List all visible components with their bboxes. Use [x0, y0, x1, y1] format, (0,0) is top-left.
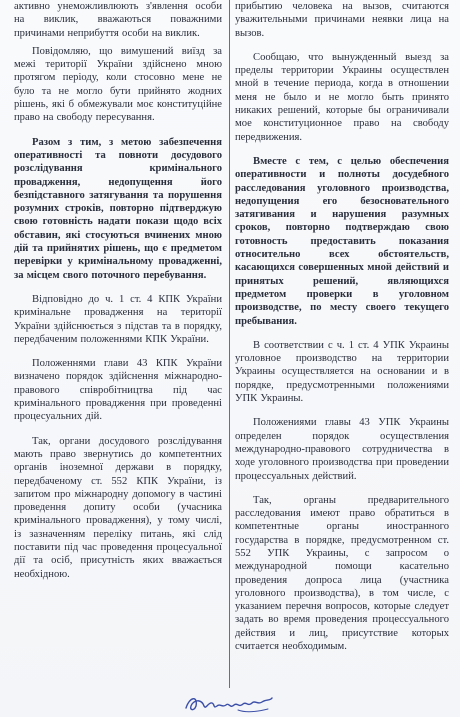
left-paragraph-3: Разом з тим, з метою забезпечення оперативності та повноти досудового розслідування кримінального провадження, недопущення його безпідставного затягування та порушення розумних строків, повторно підтверджую свою готовність надати покази щодо всіх обставин, які стосуються вчинених мною дій та прийнятих рішень, що є предметом перевірки у кримінальному провадженні, за місцем свого поточного перебування.	[14, 136, 222, 281]
right-paragraph-1: прибытию человека на вызов, считаются уважительными причинами неявки лица на вызов.	[235, 1, 449, 39]
right-paragraph-3: Вместе с тем, с целью обеспечения оперативности и полноты досудебного расследования уголовного производства, недопущения его безосновательного затягивания и нарушения разумных сроков, повторно подтверждаю свою готовность предоставить показания относительно всех обстоятельств, касающихся совершенных мной действий и принятых решений, являющихся предметом проверки в уголовном производстве, по месту своего текущего пребывания.	[235, 155, 449, 327]
column-divider	[229, 0, 230, 688]
russian-column	[235, 0, 449, 690]
left-paragraph-4: Відповідно до ч. 1 ст. 4 КПК України кримінальне провадження на території України здійснюється з підстав та в порядку, передбаченим положеннями КПК України.	[14, 293, 222, 345]
left-paragraph-6: Так, органи досудового розслідування мають право звернутись до компетентних органів іноземної держави в порядку, передбаченому ст. 552 КПК України, із запитом про міжнародну допомогу в частині проведення допиту особи (учасника кримінального провадження), у тому числі, із зазначенням переліку питань, які слід поставити під час проведення процесуальної дії та осіб, присутність яких вважається необхідною.	[14, 435, 222, 580]
ukrainian-column	[14, 0, 222, 690]
left-paragraph-1: активно унеможливлюють з'явлення особи на виклик, вважаються поважними причинами неприбуття особи на виклик.	[14, 1, 222, 39]
right-paragraph-4: В соответствии с ч. 1 ст. 4 УПК Украины уголовное производство на территории Украины осуществляется на основании и в порядке, предусмотренными положениями УПК Украины.	[235, 339, 449, 405]
right-paragraph-6: Так, органы предварительного расследования имеют право обратиться в компетентные органы иностранного государства в порядке, предусмотренном ст. 552 УПК Украины, с запросом о международной помощи касательно проведения допроса лица (участника уголовного производства), в том числе, с указанием перечня вопросов, которые следует задать во время проведения процессуального действия и лиц, присутствие которых считается необходимым.	[235, 494, 449, 653]
handwritten-signature	[182, 690, 274, 716]
left-paragraph-2: Повідомляю, що вимушений виїзд за межі території України здійснено мною протягом періоду, коли стосовно мене не було та не могло бути прийнято жодних рішень, які б обмежували моє конституційне право на свободу пересування.	[14, 45, 222, 124]
right-paragraph-5: Положениями главы 43 УПК Украины определен порядок осуществления международно-правового сотрудничества в ходе уголовного производства при проведении процессуальных действий.	[235, 417, 449, 482]
right-paragraph-2: Сообщаю, что вынужденный выезд за пределы территории Украины осуществлен мной в течение периода, когда в отношении меня не было и не могло быть принято никаких решений, которые бы ограничивали мое конституционное право на свободу передвижения.	[235, 51, 449, 143]
left-paragraph-5: Положеннями глави 43 КПК України визначено порядок здійснення міжнародно-правового співробітництва під час кримінального провадження при проведенні процесуальних дій.	[14, 358, 222, 423]
